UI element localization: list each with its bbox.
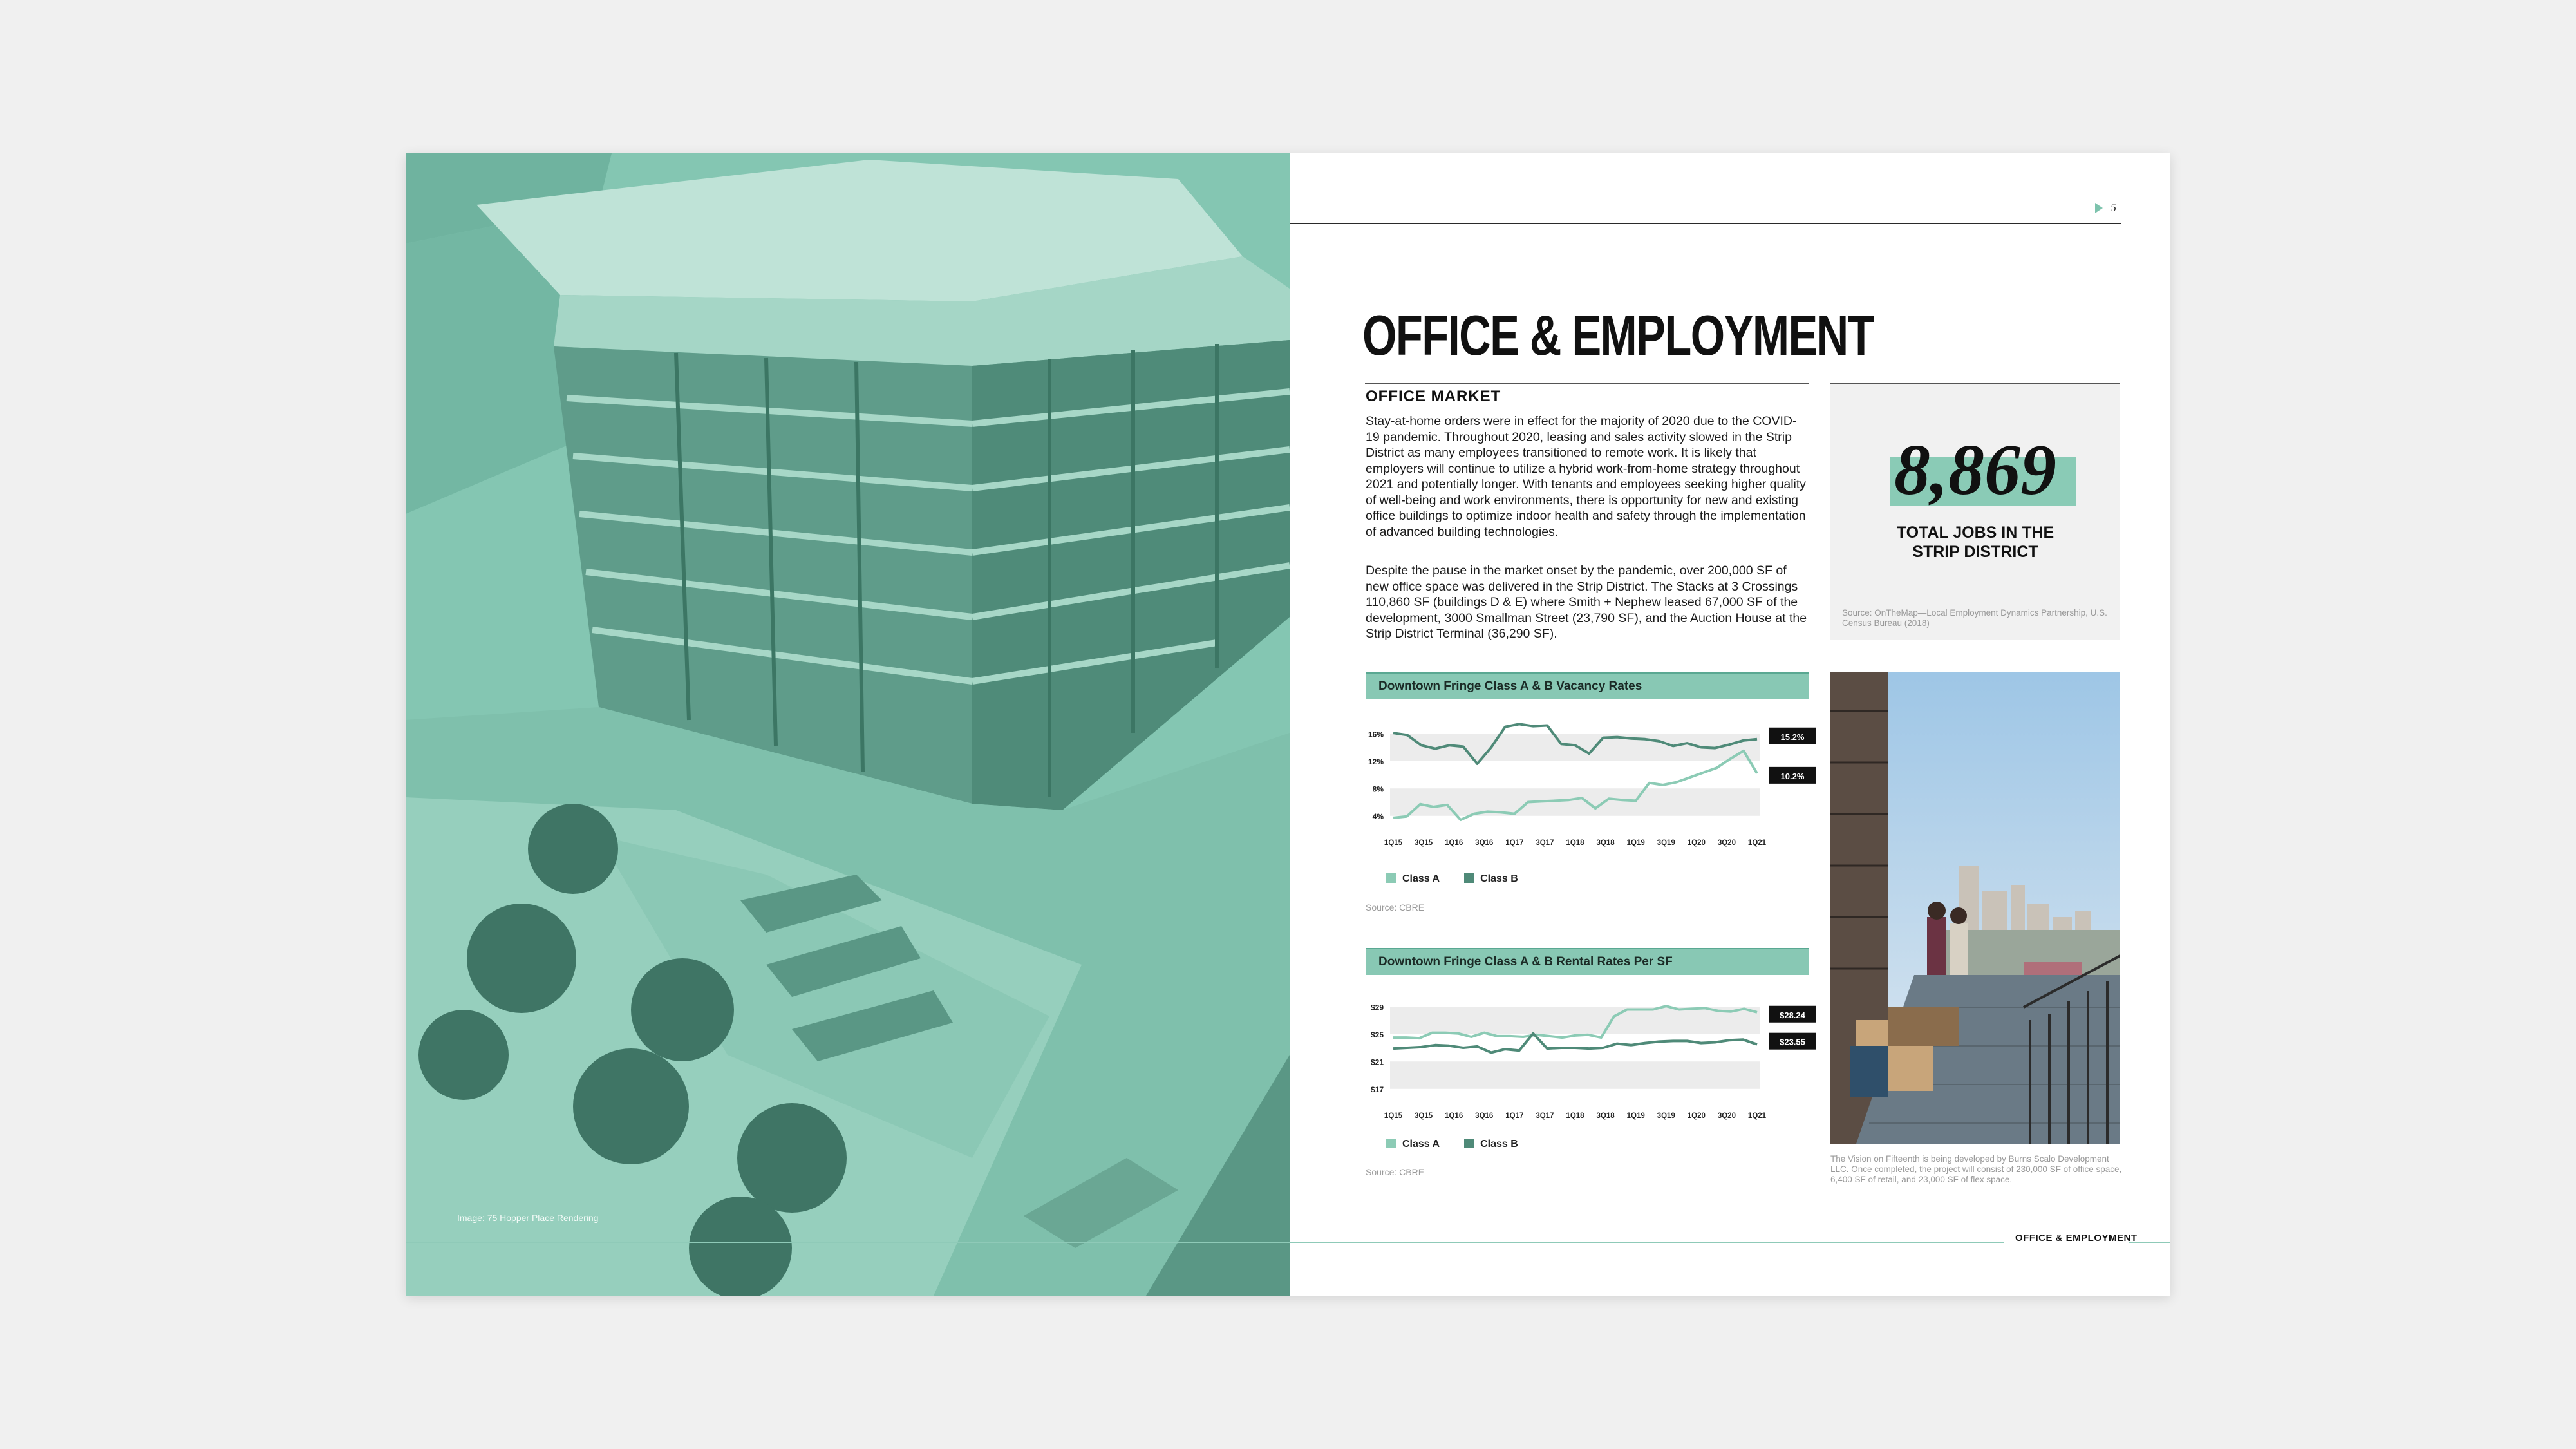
stat-label-line1: TOTAL JOBS IN THE xyxy=(1896,524,2054,542)
stat-value: 8,869 xyxy=(1894,430,2056,510)
header-rule xyxy=(1290,223,2121,224)
chart1-x-tick-label: 1Q16 xyxy=(1445,839,1463,847)
chart1-x-tick-label: 1Q15 xyxy=(1384,839,1403,847)
chart2-x-tick-label: 3Q20 xyxy=(1717,1112,1736,1120)
balcony-photo xyxy=(1830,672,2120,1144)
section-heading: OFFICE MARKET xyxy=(1366,388,1501,405)
stat-label xyxy=(1830,523,2120,562)
legend-swatch-class-b xyxy=(1464,873,1474,883)
section-rule xyxy=(1365,383,1809,384)
chart1-band xyxy=(1390,788,1760,816)
chart2-y-tick-label: $21 xyxy=(1370,1057,1384,1067)
chart1-x-tick-label: 1Q20 xyxy=(1687,839,1706,847)
svg-text:$28.24: $28.24 xyxy=(1780,1010,1805,1020)
chart2-x-tick-label: 3Q17 xyxy=(1536,1112,1554,1120)
svg-text:$23.55: $23.55 xyxy=(1780,1037,1805,1047)
chart2-x-tick-label: 1Q16 xyxy=(1445,1112,1463,1120)
body-paragraph-1: Stay-at-home orders were in effect for the majority of 2020 due to the COVID-19 pandemic. Throughout 2020, leasing and sales activity slowed in the Strip District as many employees transitioned to remote work. It is likely that employers will continue to utilize a hybrid work-from-home strategy throughout 2021 and potentially longer. With tenants and employees seeking higher quality of well-being and work environments, there is opportunity for new and existing office buildings to optimize indoor health and safety through the implementation of advanced building technologies. xyxy=(1366,414,1807,539)
chart1-y-tick-label: 12% xyxy=(1368,757,1384,766)
rental-rate-chart xyxy=(1366,980,1816,1128)
chart2-y-tick-label: $17 xyxy=(1370,1084,1384,1094)
legend-label-class-b: Class B xyxy=(1480,873,1518,884)
magazine-spread xyxy=(406,153,2170,1296)
legend-swatch-class-a xyxy=(1386,1139,1396,1148)
body-paragraph-2: Despite the pause in the market onset by the pandemic, over 200,000 SF of new office space was delivered in the Strip District. The Stacks at 3 Crossings 110,860 SF (buildings D & E) where Smith + Nephew leased 67,000 SF of the development, 3000 Smallman Street (23,790 SF), and the Auction House at the Strip District Terminal (36,290 SF). xyxy=(1366,564,1807,641)
legend-swatch-class-b xyxy=(1464,1139,1474,1148)
footer-section-label: OFFICE & EMPLOYMENT xyxy=(2015,1233,2138,1244)
chart1-y-tick-label: 16% xyxy=(1368,730,1384,739)
end-value-label xyxy=(1769,767,1816,784)
legend-item-class-a xyxy=(1386,1139,1440,1150)
chart2-x-tick-label: 1Q17 xyxy=(1505,1112,1524,1120)
chart2-y-tick-label: $29 xyxy=(1370,1003,1384,1012)
svg-text:15.2%: 15.2% xyxy=(1780,732,1805,742)
chart1-x-tick-label: 3Q18 xyxy=(1596,839,1615,847)
photo-caption: The Vision on Fifteenth is being developed by Burns Scalo Development LLC. Once completed, the project will consist of 230,000 SF of office space, 6,400 SF of retail, and 23,000 SF of flex space. xyxy=(1830,1154,2122,1184)
stat-callout-box xyxy=(1830,384,2120,640)
chart2-legend xyxy=(1386,1139,1518,1150)
end-value-label xyxy=(1769,1006,1816,1023)
stat-label-line2: STRIP DISTRICT xyxy=(1912,543,2038,561)
building-rendering-image xyxy=(406,153,1290,1296)
image-credit: Image: 75 Hopper Place Rendering xyxy=(457,1213,599,1223)
chart2-x-tick-label: 1Q20 xyxy=(1687,1112,1706,1120)
chart2-title: Downtown Fringe Class A & B Rental Rates Per SF xyxy=(1366,948,1809,975)
stat-source: Source: OnTheMap—Local Employment Dynamics Partnership, U.S. Census Bureau (2018) xyxy=(1842,608,2107,628)
page-title: OFFICE & EMPLOYMENT xyxy=(1362,303,1874,367)
legend-item-class-a xyxy=(1386,873,1440,885)
chart2-source: Source: CBRE xyxy=(1366,1167,1425,1177)
left-footer-rule xyxy=(406,1242,1290,1243)
chart2-x-tick-label: 3Q15 xyxy=(1415,1112,1433,1120)
page-arrow-icon xyxy=(2095,203,2103,213)
chart1-x-tick-label: 3Q16 xyxy=(1475,839,1494,847)
chart1-y-tick-label: 8% xyxy=(1372,784,1384,794)
chart2-x-tick-label: 1Q18 xyxy=(1566,1112,1584,1120)
chart1-y-tick-label: 4% xyxy=(1372,811,1384,821)
page-number: 5 xyxy=(2111,201,2116,214)
chart1-x-tick-label: 3Q20 xyxy=(1717,839,1736,847)
end-value-label xyxy=(1769,728,1816,744)
stat-rule xyxy=(1830,383,2120,384)
legend-swatch-class-a xyxy=(1386,873,1396,883)
chart1-x-tick-label: 1Q18 xyxy=(1566,839,1584,847)
legend-label-class-a: Class A xyxy=(1402,1139,1440,1150)
chart1-x-tick-label: 3Q19 xyxy=(1657,839,1675,847)
chart1-x-tick-label: 1Q21 xyxy=(1747,839,1767,847)
chart1-legend xyxy=(1386,873,1518,885)
right-footer-rule xyxy=(1290,1242,2004,1243)
building-illustration xyxy=(406,153,1290,1296)
vacancy-rate-chart xyxy=(1366,707,1816,855)
chart2-band xyxy=(1390,1007,1760,1034)
chart2-x-tick-label: 1Q15 xyxy=(1384,1112,1403,1120)
legend-item-class-b xyxy=(1464,873,1518,885)
chart2-band xyxy=(1390,1061,1760,1089)
legend-label-class-b: Class B xyxy=(1480,1139,1518,1150)
chart2-x-tick-label: 1Q21 xyxy=(1747,1112,1767,1120)
chart1-x-tick-label: 1Q17 xyxy=(1505,839,1524,847)
chart2-x-tick-label: 1Q19 xyxy=(1626,1112,1645,1120)
chart2-x-tick-label: 3Q16 xyxy=(1475,1112,1494,1120)
chart1-x-tick-label: 3Q17 xyxy=(1536,839,1554,847)
legend-item-class-b xyxy=(1464,1139,1518,1150)
chart1-x-tick-label: 3Q15 xyxy=(1415,839,1433,847)
chart2-x-tick-label: 3Q18 xyxy=(1596,1112,1615,1120)
legend-label-class-a: Class A xyxy=(1402,873,1440,884)
svg-text:10.2%: 10.2% xyxy=(1780,771,1805,781)
chart2-x-tick-label: 3Q19 xyxy=(1657,1112,1675,1120)
end-value-label xyxy=(1769,1033,1816,1050)
chart2-y-tick-label: $25 xyxy=(1370,1030,1384,1039)
chart1-title: Downtown Fringe Class A & B Vacancy Rates xyxy=(1366,672,1809,699)
chart1-x-tick-label: 1Q19 xyxy=(1626,839,1645,847)
balcony-illustration xyxy=(1830,672,2120,1144)
chart1-source: Source: CBRE xyxy=(1366,902,1425,913)
